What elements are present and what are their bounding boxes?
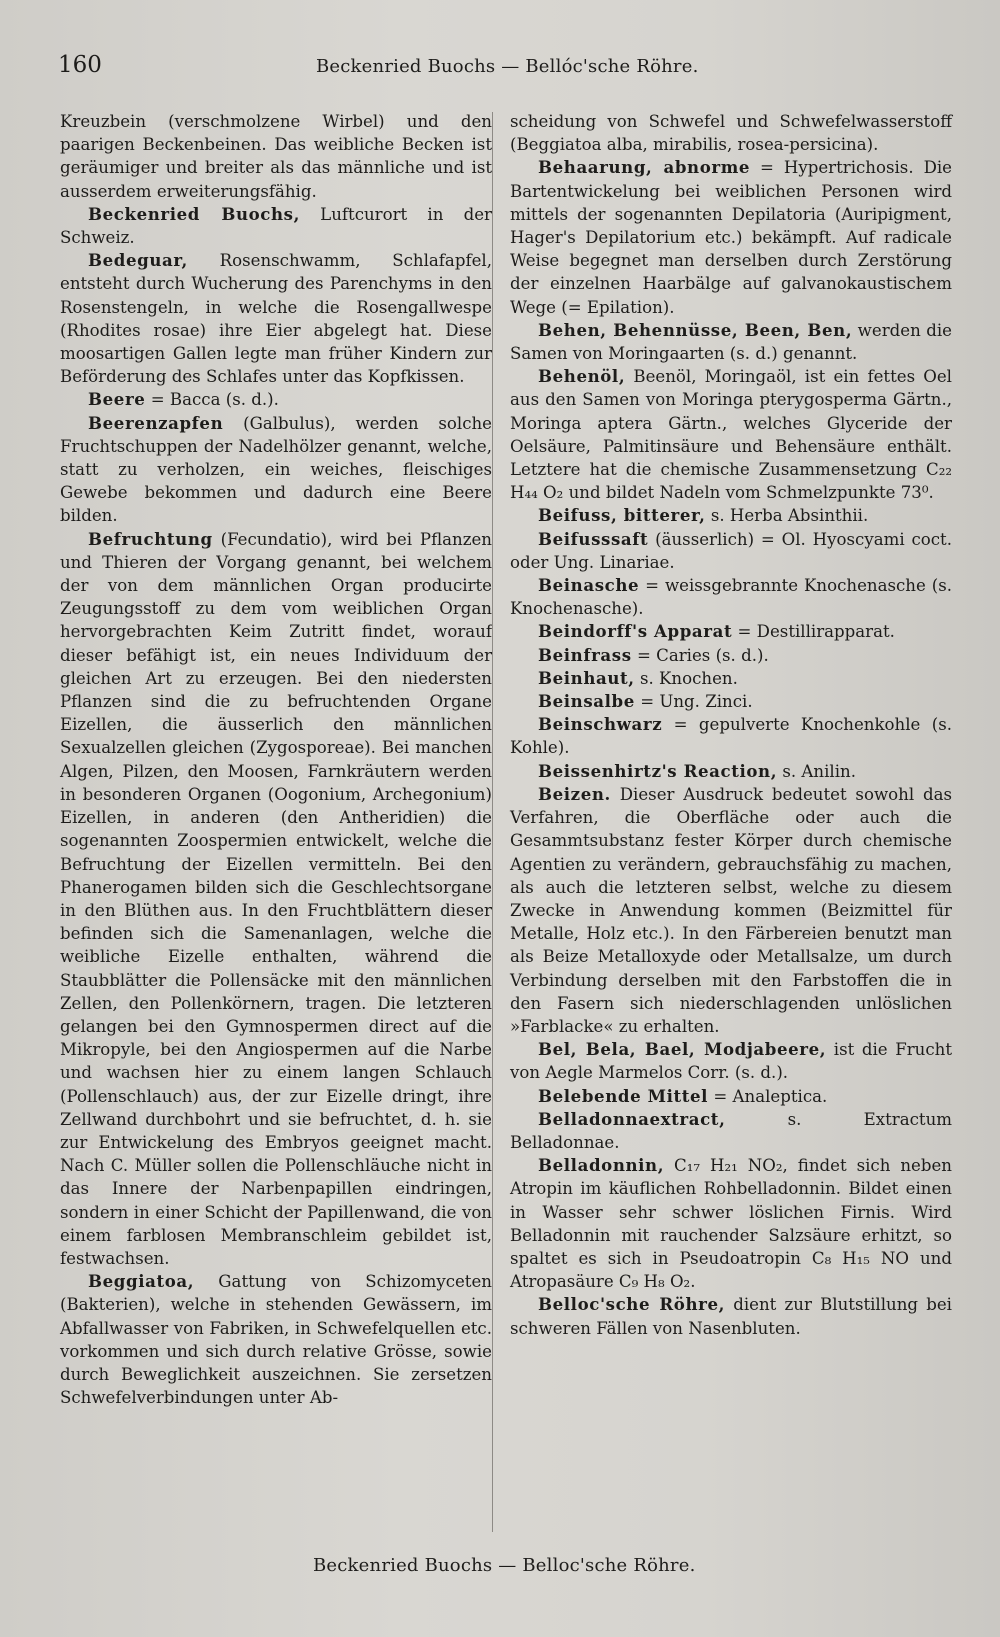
entry-headword: Beinsalbe bbox=[538, 691, 635, 712]
entry-headword: Beckenried Buochs, bbox=[88, 203, 300, 224]
entry-text: = Bacca (s. d.). bbox=[145, 390, 279, 410]
entry-text: Rosenschwamm, Schlafapfel, entsteht durch Wucherung des Parenchyms in den Rosenstengeln, in welche die Rosengallwespe (Rhodites rosae) ihre Eier abgelegt hat. Diese moosartigen Gallen legte man früher Kindern zur Beförderung des Schlafes unter das Kopfkissen. bbox=[60, 251, 492, 387]
entry-headword: Beggiatoa, bbox=[88, 1271, 195, 1292]
entry-text: s. Extractum Belladonnae. bbox=[510, 1109, 952, 1152]
dictionary-entry bbox=[510, 1085, 952, 1108]
dictionary-entry bbox=[510, 620, 952, 643]
column-divider bbox=[492, 112, 493, 1532]
dictionary-entry bbox=[510, 574, 952, 620]
entry-text: = weissgebrannte Knochenasche (s. Knochenasche). bbox=[510, 576, 952, 619]
dictionary-entry bbox=[60, 528, 492, 1271]
entry-text: scheidung von Schwefel und Schwefelwasserstoff (Beggiatoa alba, mirabilis, rosea-persicina). bbox=[510, 112, 952, 155]
entry-text: Luftcurort in der Schweiz. bbox=[60, 204, 492, 248]
entry-headword: Belebende Mittel bbox=[538, 1085, 709, 1106]
entry-text: ist die Frucht von Aegle Marmelos Corr. (s. d.). bbox=[510, 1040, 952, 1083]
dictionary-entry bbox=[510, 760, 952, 783]
entry-headword: Belloc'sche Röhre, bbox=[538, 1294, 726, 1315]
entry-text: = Ung. Zinci. bbox=[634, 692, 753, 712]
dictionary-entry bbox=[60, 412, 492, 528]
entry-text: werden die Samen von Moringaarten (s. d.) genannt. bbox=[510, 320, 952, 364]
entry-text: s. Knochen. bbox=[634, 668, 738, 688]
entry-text: s. Anilin. bbox=[777, 761, 856, 781]
entry-headword: Beifusssaft bbox=[538, 528, 649, 549]
continued-text bbox=[510, 110, 952, 156]
entry-headword: Befruchtung bbox=[88, 528, 213, 549]
entry-headword: Beinasche bbox=[538, 575, 640, 596]
entry-headword: Beizen. bbox=[538, 783, 611, 804]
page-footer: Beckenried Buochs — Belloc'sche Röhre. bbox=[313, 1555, 696, 1576]
dictionary-entry bbox=[510, 1108, 952, 1154]
entry-text: Kreuzbein (verschmolzene Wirbel) und den paarigen Beckenbeinen. Das weibliche Becken ist geräumiger und breiter als das männliche und ist ausserdem erweiterungsfähig. bbox=[60, 112, 492, 201]
entry-headword: Belladonnaextract, bbox=[538, 1108, 726, 1129]
entry-text: C₁₇ H₂₁ NO₂, findet sich neben Atropin im käuflichen Rohbelladonnin. Bildet einen in Wasser sehr schwer löslichen Firnis. Wird Belladonnin mit rauchender Salzsäure erhitzt, so spaltet es sich in Pseudoatropin C₈ H₁₅ NO und Atropasäure C₉ H₈ O₂. bbox=[510, 1156, 952, 1292]
dictionary-entry bbox=[510, 1293, 952, 1339]
entry-headword: Beinschwarz bbox=[538, 714, 663, 735]
dictionary-entry bbox=[510, 365, 952, 504]
dictionary-entry bbox=[510, 1038, 952, 1084]
entry-text: = Caries (s. d.). bbox=[631, 645, 769, 665]
dictionary-entry bbox=[510, 783, 952, 1038]
dictionary-entry bbox=[510, 667, 952, 690]
dictionary-entry bbox=[510, 156, 952, 318]
dictionary-entry bbox=[510, 319, 952, 365]
entry-headword: Beere bbox=[88, 389, 146, 410]
entry-headword: Beissenhirtz's Reaction, bbox=[538, 760, 778, 781]
entry-headword: Bel, Bela, Bael, Modjabeere, bbox=[538, 1039, 827, 1060]
continued-text bbox=[60, 110, 492, 203]
entry-text: Dieser Ausdruck bedeutet sowohl das Verfahren, die Oberfläche oder auch die Gesammtsubstanz fester Körper durch chemische Agentien zu verändern, gebrauchsfähig zu machen, als auch die letzteren selbst, welche zu diesem Zwecke in Anwendung kommen (Beizmittel für Metalle, Holz etc.). In den Färbereien benutzt man als Beize Metalloxyde oder Metallsalze, um durch Verbindung derselben mit den Farbstoffen die in den Fasern sich niederschlagenden unlöslichen »Farblacke« zu erhalten. bbox=[510, 784, 952, 1036]
dictionary-entry bbox=[60, 203, 492, 249]
dictionary-entry bbox=[510, 713, 952, 759]
right-column bbox=[510, 110, 952, 1340]
entry-headword: Beerenzapfen bbox=[88, 412, 224, 433]
entry-text: = Hypertrichosis. Die Bartentwickelung bei weiblichen Personen wird mittels der sogenannten Depilatoria (Auripigment, Hager's Depilatorium etc.) bekämpft. Auf radicale Weise begegnet man derselben durch Zerstörung der einzelnen Haarbälge auf galvanokaustischem Wege (= Epilation). bbox=[510, 158, 952, 317]
entry-headword: Behen, Behennüsse, Been, Ben, bbox=[538, 319, 853, 340]
entry-text: = Destillirapparat. bbox=[732, 622, 895, 642]
entry-text: = gepulverte Knochenkohle (s. Kohle). bbox=[510, 715, 952, 758]
dictionary-entry bbox=[510, 504, 952, 527]
page-number: 160 bbox=[58, 52, 102, 78]
entry-headword: Bedeguar, bbox=[88, 250, 188, 271]
dictionary-entry bbox=[510, 644, 952, 667]
entry-text: (Galbulus), werden solche Fruchtschuppen der Nadelhölzer genannt, welche, statt zu verholzen, ein weiches, fleischiges Gewebe bekommen und dadurch eine Beere bilden. bbox=[60, 413, 492, 526]
entry-headword: Belladonnin, bbox=[538, 1155, 665, 1176]
entry-headword: Beinhaut, bbox=[538, 667, 635, 688]
entry-text: Beenöl, Moringaöl, ist ein fettes Oel aus den Samen von Moringa pterygosperma Gärtn., Moringa aptera Gärtn., welches Glyceride der Oelsäure, Palmitinsäure und Behensäure enthält. Letztere hat die chemische Zusammensetzung C₂₂ H₄₄ O₂ und bildet Nadeln vom Schmelzpunkte 73⁰. bbox=[510, 367, 952, 503]
entry-text: s. Herba Absinthii. bbox=[705, 506, 869, 526]
left-column bbox=[60, 110, 492, 1409]
entry-headword: Beifuss, bitterer, bbox=[538, 505, 706, 526]
entry-text: = Analeptica. bbox=[708, 1086, 828, 1106]
entry-headword: Behenöl, bbox=[538, 366, 626, 387]
entry-headword: Behaarung, abnorme bbox=[538, 157, 751, 178]
entry-text: dient zur Blutstillung bei schweren Fällen von Nasenbluten. bbox=[510, 1295, 952, 1338]
running-title: Beckenried Buochs — Bellóc'sche Röhre. bbox=[316, 56, 699, 77]
entry-text: (äusserlich) = Ol. Hyoscyami coct. oder Ung. Linariae. bbox=[510, 529, 952, 572]
page-header bbox=[58, 52, 960, 88]
entry-headword: Beindorff's Apparat bbox=[538, 621, 733, 642]
dictionary-entry bbox=[510, 1154, 952, 1293]
dictionary-entry bbox=[510, 690, 952, 713]
dictionary-entry bbox=[60, 388, 492, 411]
dictionary-entry bbox=[60, 1270, 492, 1409]
entry-text: Gattung von Schizomyceten (Bakterien), welche in stehenden Gewässern, im Abfallwasser von Fabriken, in Schwefelquellen etc. vorkommen und sich durch relative Grösse, sowie durch Beweglichkeit auszeichnen. Sie zersetzen Schwefelverbindungen unter Ab- bbox=[60, 1272, 492, 1408]
entry-headword: Beinfrass bbox=[538, 644, 632, 665]
entry-text: (Fecundatio), wird bei Pflanzen und Thieren der Vorgang genannt, bei welchem der von dem männlichen Organ producirte Zeugungsstoff zu dem vom weiblichen Organ hervorgebrachten Keim Zutritt findet, worauf dieser befähigt ist, ein neues Individuum der gleichen Art zu erzeugen. Bei den niedersten Pflanzen sind die zu befruchtenden Organe Eizellen, die äusserlich den männlichen Sexualzellen gleichen (Zygosporeae). Bei manchen Algen, Pilzen, den Moosen, Farnkräutern werden in besonderen Organen (Oogonium, Archegonium) Eizellen, in anderen (den Antheridien) die sogenannten Zoospermien entwickelt, welche die Befruchtung der Eizellen vermitteln. Bei den Phanerogamen bilden sich die Geschlechtsorgane in den Blüthen aus. In den Fruchtblättern dieser befinden sich die Samenanlagen, welche die weibliche Eizelle enthalten, während die Staubblätter die Pollensäcke mit den männlichen Zellen, den Pollenkörnern, tragen. Die letzteren gelangen bei den Gymnospermen direct auf die Mikropyle, bei den Angiospermen auf die Narbe und wachsen hier zu einem langen Schlauch (Pollenschlauch) aus, der zur Eizelle dringt, ihre Zellwand durchbohrt und sie befruchtet, d. h. sie zur Entwickelung des Embryos geeignet macht. Nach C. Müller sollen die Pollenschläuche nicht in das Innere der Narbenpapillen eindringen, sondern in einer Schicht der Papillenwand, die von einem farblosen Membranschleim gebildet ist, festwachsen. bbox=[60, 529, 492, 1268]
dictionary-entry bbox=[60, 249, 492, 388]
dictionary-entry bbox=[510, 528, 952, 574]
